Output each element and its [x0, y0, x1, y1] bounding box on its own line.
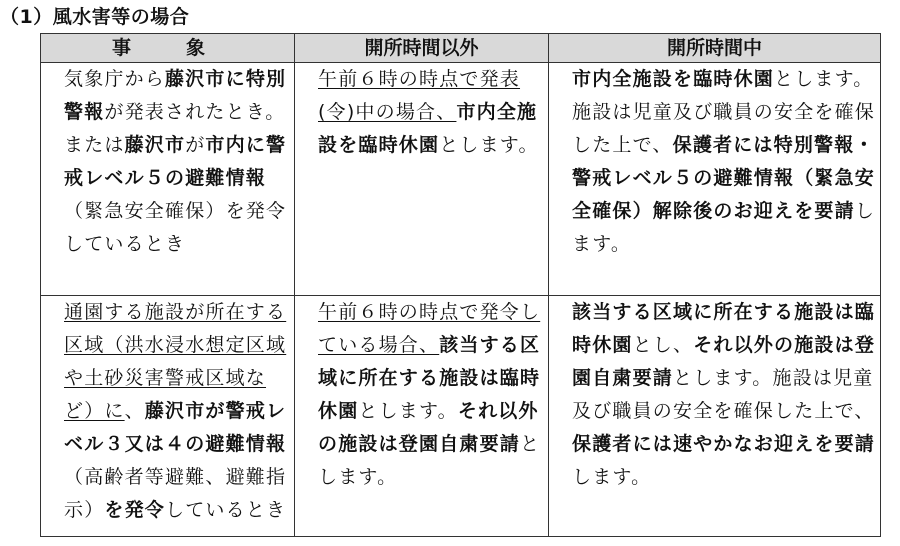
cell-during-hours: [549, 63, 881, 296]
table-row: [41, 63, 881, 296]
text-span: とします。施設は児童及び職員の安全を確保した上で、: [572, 367, 875, 422]
text-span-underlined: 午前６時の時点で発表(令)中の場合、: [318, 68, 521, 123]
cell-event: [41, 296, 295, 537]
header-event-label: 事 象: [111, 37, 223, 59]
table-row: [41, 296, 881, 537]
cell-during-hours: [549, 296, 881, 537]
text-span: します。: [572, 466, 652, 488]
text-span-bold: を発令: [104, 499, 166, 521]
text-span-bold: 保護者には速やかなお迎えを要請: [572, 433, 876, 455]
text-span-bold: 該当する区域に所在する施設は臨時休園: [572, 301, 876, 356]
disaster-response-table: [40, 33, 881, 537]
header-event: [41, 34, 295, 63]
text-span-bold: 保護者には特別警報・警戒レベル５の避難情報（緊急安全確保）解除後のお迎えを要請: [572, 134, 876, 222]
outside-hours-text: [299, 63, 544, 162]
text-span-underlined: 通園する施設が所在する区域（洪水浸水想定区域や土砂災害警戒区域など）に: [64, 301, 287, 422]
page-title: （1）風水害等の場合: [0, 6, 190, 28]
text-span-bold: それ以外の施設は登園自粛要請: [572, 334, 876, 389]
text-span: とします。: [439, 134, 539, 156]
during-hours-text-2: [553, 96, 876, 261]
event-text: [45, 296, 290, 527]
text-span: が: [185, 134, 206, 156]
outside-hours-text: [299, 296, 544, 494]
text-span: とします。: [774, 68, 874, 90]
header-during-hours: 開所時間中: [549, 34, 881, 63]
text-span: します。: [572, 200, 876, 255]
text-span-bold: 藤沢市: [124, 134, 186, 156]
text-span: （緊急安全確保）を発令しているとき: [64, 200, 287, 255]
during-hours-text: [553, 296, 876, 494]
table-header-row: [41, 34, 881, 63]
text-span: とし、: [632, 334, 694, 356]
text-span-underlined: 午前６時の時点で発令している場合、: [318, 301, 541, 356]
header-outside-hours: 開所時間以外: [295, 34, 549, 63]
text-span-bold: 藤沢市に特別警報: [64, 68, 287, 123]
text-span: とします。: [358, 400, 458, 422]
during-hours-text-1: [553, 63, 876, 96]
text-span-bold: 市内全施設を臨時休園: [318, 101, 538, 156]
text-span: が発表されたとき。または: [64, 101, 286, 156]
text-span: 気象庁から: [64, 68, 166, 90]
text-span-bold: 藤沢市が警戒レベル３又は４の避難情報: [64, 400, 287, 455]
cell-event: [41, 63, 295, 296]
text-span-bold: 市内に警戒レベル５の避難情報: [64, 134, 287, 189]
text-span: 、: [124, 400, 145, 422]
cell-outside-hours: [295, 296, 549, 537]
text-span: しているとき: [165, 499, 287, 521]
text-span-bold: 市内全施設を臨時休園: [572, 68, 775, 90]
text-span-bold: それ以外の施設は登園自粛要請: [318, 400, 539, 455]
text-span: 施設は児童及び職員の安全を確保した上で、: [572, 101, 876, 156]
cell-outside-hours: [295, 63, 549, 296]
text-span: （高齢者等避難、避難指示）: [64, 466, 287, 521]
text-span: とします。: [318, 433, 541, 488]
text-span-bold: 該当する区域に所在する施設は臨時休園: [318, 334, 541, 422]
event-text: [45, 63, 290, 261]
